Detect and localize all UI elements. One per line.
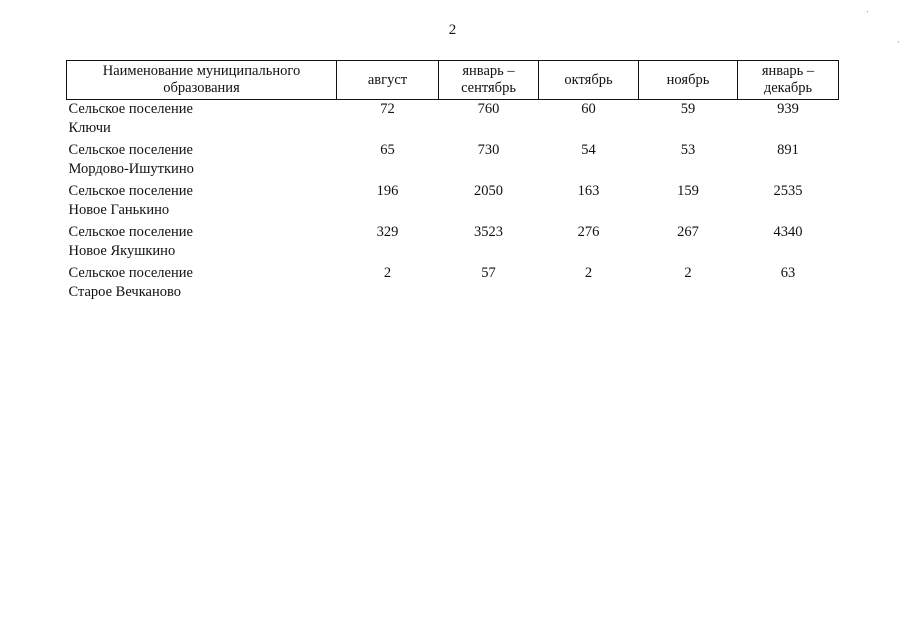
- row-name: [67, 264, 337, 305]
- header-municipality: [67, 61, 337, 100]
- row-name-line: Сельское поселение: [68, 101, 193, 117]
- cell-jan-sep: 730: [477, 142, 500, 158]
- row-name-line: Сельское поселение: [68, 224, 193, 240]
- row-name: [67, 182, 337, 223]
- row-name-line: Мордово-Ишуткино: [68, 161, 194, 177]
- cell-jan-dec: 4340: [773, 224, 803, 240]
- header-november: [639, 61, 738, 100]
- cell-jan-sep: 3523: [474, 224, 503, 240]
- header-text: ноябрь: [666, 71, 710, 88]
- cell-august: 65: [380, 142, 395, 158]
- cell-november: 267: [677, 224, 699, 240]
- scan-mark: ·: [897, 38, 900, 47]
- row-name-line: Новое Якушкино: [68, 243, 176, 259]
- cell-october: 276: [577, 224, 600, 240]
- cell-october: 60: [581, 101, 596, 117]
- cell-jan-sep: 2050: [474, 183, 503, 199]
- row-name-line: Сельское поселение: [68, 183, 193, 199]
- row-name-line: Ключи: [68, 120, 111, 136]
- cell-october: 163: [577, 183, 600, 199]
- row-name-line: Сельское поселение: [68, 265, 193, 281]
- cell-october: 2: [584, 265, 593, 281]
- cell-november: 2: [684, 265, 692, 281]
- cell-november: 53: [680, 142, 696, 158]
- header-jan-dec: [738, 61, 839, 100]
- cell-jan-dec: 939: [777, 101, 799, 117]
- cell-august: 196: [376, 183, 399, 199]
- table-row: [67, 100, 839, 142]
- cell-jan-dec: 2535: [773, 183, 803, 199]
- header-jan-sep: [439, 61, 539, 100]
- header-august: [337, 61, 439, 100]
- cell-jan-sep: 57: [481, 265, 496, 281]
- header-text: октябрь: [564, 71, 613, 88]
- header-text: декабрь: [763, 80, 813, 96]
- header-text: Наименование муниципального: [102, 63, 301, 79]
- scan-mark: ´: [866, 10, 869, 19]
- row-name-line: Сельское поселение: [68, 142, 193, 158]
- header-october: [539, 61, 639, 100]
- page-number: 2: [448, 22, 457, 38]
- cell-jan-dec: 63: [780, 265, 796, 281]
- header-text: август: [367, 71, 408, 88]
- table-row: [67, 141, 839, 182]
- header-text: образования: [163, 80, 240, 96]
- cell-november: 159: [677, 183, 699, 199]
- row-name: [67, 141, 337, 182]
- table-row: [67, 264, 839, 305]
- cell-jan-dec: 891: [777, 142, 799, 158]
- cell-november: 59: [680, 101, 696, 117]
- data-table: [66, 60, 839, 305]
- header-text: январь –: [462, 63, 515, 79]
- cell-jan-sep: 760: [477, 101, 500, 117]
- cell-august: 72: [380, 101, 395, 117]
- cell-august: 2: [383, 265, 392, 281]
- row-name-line: Старое Вечканово: [68, 284, 181, 300]
- row-name: [67, 223, 337, 264]
- header-text: сентябрь: [461, 80, 516, 96]
- table-header-row: [67, 61, 839, 100]
- cell-october: 54: [581, 142, 596, 158]
- header-text: январь –: [761, 63, 815, 79]
- row-name-line: Новое Ганькино: [68, 202, 170, 218]
- table-row: [67, 182, 839, 223]
- table-row: [67, 223, 839, 264]
- cell-august: 329: [376, 224, 399, 240]
- row-name: [67, 100, 337, 142]
